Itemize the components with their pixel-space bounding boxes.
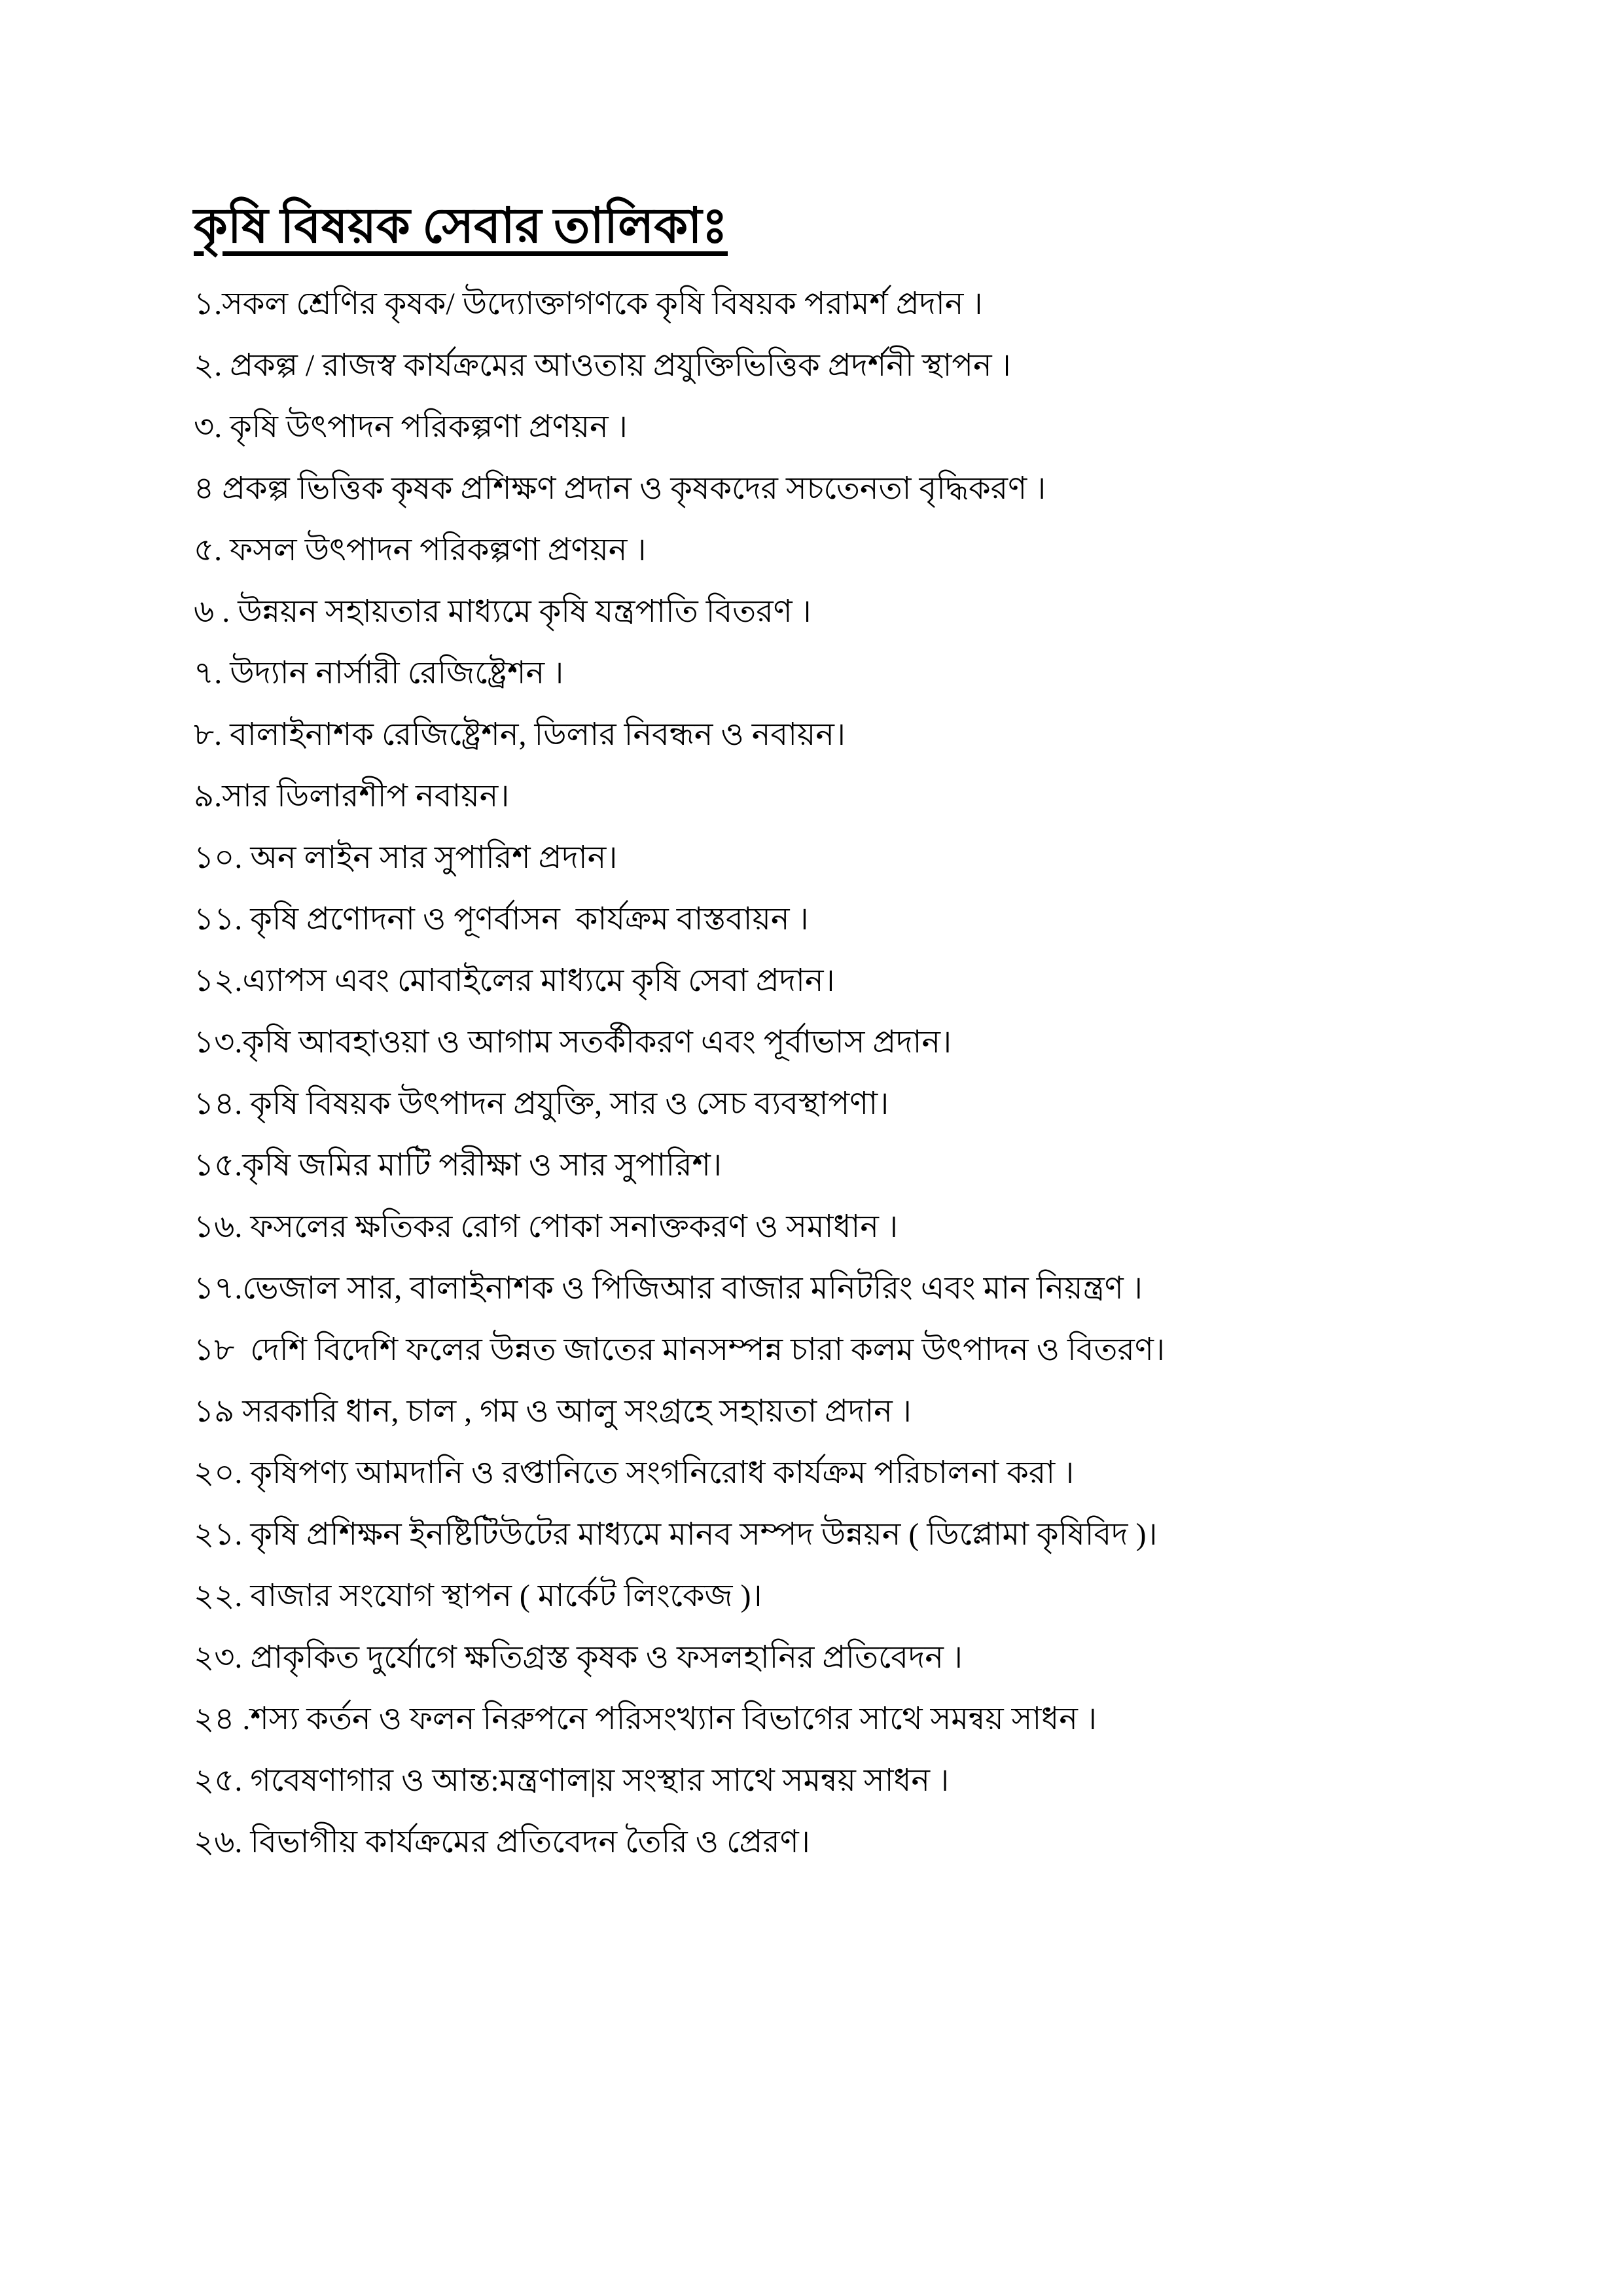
document-content xyxy=(194,195,1479,1873)
list-item: ১.সকল শ্রেণির কৃষক/ উদ্যোক্তাগণকে কৃষি বিষয়ক পরামর্শ প্রদান । xyxy=(194,287,983,322)
list-item: ৪ প্রকল্প ভিত্তিক কৃষক প্রশিক্ষণ প্রদান ও কৃষকদের সচতেনতা বৃদ্ধিকরণ । xyxy=(194,471,1046,507)
list-item: ২১. কৃষি প্রশিক্ষন ইনষ্টিটিউটের মাধ্যমে মানব সম্পদ উন্নয়ন ( ডিপ্লোমা কৃষিবিদ )। xyxy=(194,1517,1158,1552)
service-list xyxy=(194,274,1479,1873)
list-item: ৬ . উন্নয়ন সহায়তার মাধ্যমে কৃষি যন্ত্রপাতি বিতরণ । xyxy=(194,594,812,630)
list-item: ১২.এ্যাপস এবং মোবাইলের মাধ্যমে কৃষি সেবা প্রদান। xyxy=(194,963,835,999)
list-item: ৫. ফসল উৎপাদন পরিকল্পণা প্রণয়ন । xyxy=(194,533,647,568)
list-item: ১৬. ফসলের ক্ষতিকর রোগ পোকা সনাক্তকরণ ও সমাধান । xyxy=(194,1210,899,1245)
list-item: ১৯ সরকারি ধান, চাল , গম ও আলু সংগ্রহে সহায়তা প্রদান । xyxy=(194,1394,912,1429)
list-item: ১১. কৃষি প্রণোদনা ও পূণর্বাসন কার্যক্রম বাস্তবায়ন । xyxy=(194,902,809,937)
list-item: ১৭.ভেজাল সার, বালাইনাশক ও পিজিআর বাজার মনিটরিং এবং মান নিয়ন্ত্রণ । xyxy=(194,1271,1143,1306)
list-item: ২. প্রকল্প / রাজস্ব কার্যক্রমের আওতায় প্রযুক্তিভিত্তিক প্রদর্শনী স্থাপন । xyxy=(194,348,1011,384)
list-item: ৮. বালাইনাশক রেজিষ্ট্রেশন, ডিলার নিবন্ধন ও নবায়ন। xyxy=(194,717,846,753)
list-item: ৯.সার ডিলারশীপ নবায়ন। xyxy=(194,779,510,814)
list-item: ২৪ .শস্য কর্তন ও ফলন নিরুপনে পরিসংখ্যান বিভাগের সাথে সমন্বয় সাধন । xyxy=(194,1702,1097,1737)
list-item: ১০. অন লাইন সার সুপারিশ প্রদান। xyxy=(194,840,618,876)
list-item: ১৩.কৃষি আবহাওয়া ও আগাম সতর্কীকরণ এবং পূর্বাভাস প্রদান। xyxy=(194,1025,952,1060)
list-item: ১৮ দেশি বিদেশি ফলের উন্নত জাতের মানসম্পন্ন চারা কলম উৎপাদন ও বিতরণ। xyxy=(194,1333,1166,1368)
list-item: ১৪. কৃষি বিষয়ক উৎপাদন প্রযুক্তি, সার ও সেচ ব্যবস্থাপণা। xyxy=(194,1086,889,1122)
list-item: ২৩. প্রাকৃকিত দুর্যোগে ক্ষতিগ্রস্ত কৃষক ও ফসলহানির প্রতিবেদন । xyxy=(194,1640,963,1676)
list-item: ১৫.কৃষি জমির মাটি পরীক্ষা ও সার সুপারিশ। xyxy=(194,1148,722,1183)
list-item: ২৫. গবেষণাগার ও আন্ত:মন্ত্রণাল|য় সংস্থার সাথে সমন্বয় সাধন । xyxy=(194,1763,950,1799)
list-item: ৭. উদ্যান নার্সারী রেজিষ্ট্রেশন । xyxy=(194,656,564,691)
list-item: ৩. কৃষি উৎপাদন পরিকল্পণা প্রণয়ন । xyxy=(194,410,628,445)
list-item: ২২. বাজার সংযোগ স্থাপন ( মার্কেট লিংকেজ )। xyxy=(194,1579,762,1614)
page-title: কৃষি বিষয়ক সেবার তালিকাঃ xyxy=(194,200,728,253)
list-item: ২৬. বিভাগীয় কার্যক্রমের প্রতিবেদন তৈরি ও প্রেরণ। xyxy=(194,1825,810,1860)
list-item: ২০. কৃষিপণ্য আমদানি ও রপ্তানিতে সংগনিরোধ কার্যক্রম পরিচালনা করা । xyxy=(194,1456,1075,1491)
